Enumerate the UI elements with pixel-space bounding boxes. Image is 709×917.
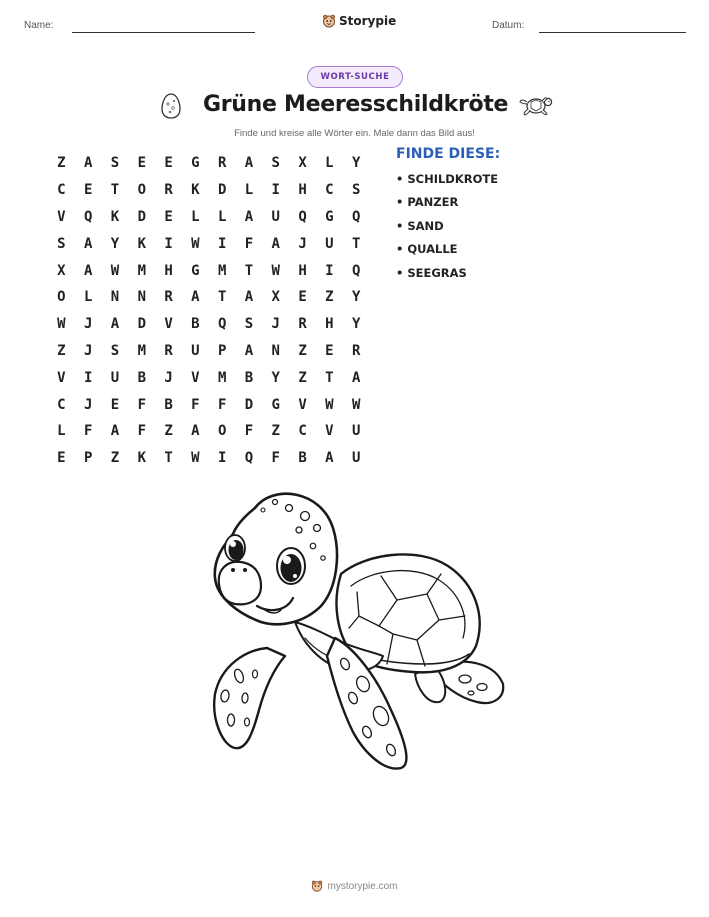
grid-cell[interactable]: E	[298, 289, 307, 306]
grid-cell[interactable]: H	[325, 316, 334, 333]
grid-cell[interactable]: A	[271, 235, 280, 252]
grid-cell[interactable]: B	[191, 316, 200, 333]
grid-cell[interactable]: T	[110, 182, 120, 199]
grid-cell[interactable]: S	[57, 235, 66, 252]
grid-cell[interactable]: M	[137, 342, 146, 359]
grid-cell[interactable]: E	[164, 208, 173, 225]
grid-cell[interactable]: U	[351, 450, 361, 467]
grid-cell[interactable]: I	[217, 450, 227, 467]
grid-cell[interactable]: M	[217, 369, 227, 386]
grid-cell[interactable]: E	[137, 155, 146, 172]
word-item: • QUALLE	[396, 242, 458, 257]
grid-row	[48, 177, 370, 204]
grid-cell[interactable]: Q	[244, 450, 254, 467]
grid-cell[interactable]: V	[57, 208, 66, 225]
grid-cell[interactable]: Z	[298, 369, 307, 386]
grid-cell[interactable]: A	[110, 423, 120, 440]
grid-cell[interactable]: E	[164, 155, 173, 172]
grid-cell[interactable]: I	[217, 235, 227, 252]
grid-cell[interactable]: M	[217, 262, 227, 279]
grid-cell[interactable]: U	[191, 342, 200, 359]
grid-row	[48, 391, 370, 418]
grid-cell[interactable]: J	[164, 369, 173, 386]
grid-cell[interactable]: D	[137, 316, 146, 333]
grid-cell[interactable]: T	[164, 450, 173, 467]
grid-cell[interactable]: W	[57, 316, 66, 333]
grid-cell[interactable]: R	[298, 316, 307, 333]
grid-cell[interactable]: Y	[351, 155, 361, 172]
grid-cell[interactable]: L	[83, 289, 93, 306]
grid-cell[interactable]: F	[244, 235, 254, 252]
grid-row	[48, 311, 370, 338]
grid-row	[48, 204, 370, 231]
grid-cell[interactable]: Q	[298, 208, 307, 225]
turtle-coloring-illustration[interactable]	[203, 488, 508, 773]
grid-row	[48, 418, 370, 445]
brand-logo	[322, 14, 396, 28]
grid-cell[interactable]: A	[83, 262, 93, 279]
grid-row	[48, 230, 370, 257]
grid-cell[interactable]: O	[217, 423, 227, 440]
grid-cell[interactable]: V	[191, 369, 200, 386]
grid-cell[interactable]: S	[110, 155, 120, 172]
grid-cell[interactable]: R	[164, 289, 173, 306]
grid-cell[interactable]: R	[164, 342, 173, 359]
word-item: • PANZER	[396, 195, 459, 210]
grid-row	[48, 338, 370, 365]
letter-grid[interactable]	[48, 150, 370, 472]
grid-cell[interactable]: A	[244, 342, 254, 359]
grid-row	[48, 445, 370, 472]
grid-cell[interactable]: T	[351, 235, 361, 252]
grid-cell[interactable]: U	[351, 423, 361, 440]
grid-cell[interactable]: X	[298, 155, 307, 172]
grid-row	[48, 150, 370, 177]
grid-cell[interactable]: V	[298, 396, 307, 413]
grid-cell[interactable]: J	[83, 396, 93, 413]
grid-cell[interactable]: G	[191, 155, 200, 172]
grid-cell[interactable]: D	[217, 182, 227, 199]
footer	[0, 880, 709, 892]
grid-cell[interactable]: K	[110, 208, 120, 225]
grid-cell[interactable]: X	[57, 262, 66, 279]
grid-cell[interactable]: I	[83, 369, 93, 386]
grid-cell[interactable]: L	[217, 208, 227, 225]
grid-row	[48, 257, 370, 284]
grid-cell[interactable]: X	[271, 289, 280, 306]
grid-cell[interactable]: O	[57, 289, 66, 306]
grid-cell[interactable]: G	[271, 396, 280, 413]
grid-cell[interactable]: E	[325, 342, 334, 359]
grid-cell[interactable]: W	[351, 396, 361, 413]
footer-url[interactable]: mystorypie.com	[327, 880, 398, 892]
word-item: • SAND	[396, 218, 444, 233]
grid-cell[interactable]: N	[271, 342, 280, 359]
grid-cell[interactable]: Y	[351, 316, 361, 333]
find-title: FINDE DIESE:	[396, 146, 501, 162]
grid-cell[interactable]: L	[244, 182, 254, 199]
grid-cell[interactable]: N	[137, 289, 146, 306]
grid-cell[interactable]: W	[191, 450, 200, 467]
grid-cell[interactable]: E	[83, 182, 93, 199]
grid-cell[interactable]: K	[137, 450, 146, 467]
grid-cell[interactable]: P	[83, 450, 93, 467]
grid-cell[interactable]: J	[298, 235, 307, 252]
grid-cell[interactable]: F	[191, 396, 200, 413]
grid-cell[interactable]: A	[244, 155, 254, 172]
grid-cell[interactable]: Q	[217, 316, 227, 333]
grid-cell[interactable]: B	[298, 450, 307, 467]
page-title: Grüne Meeresschildkröte	[203, 92, 509, 117]
grid-cell[interactable]: E	[110, 396, 120, 413]
grid-cell[interactable]: A	[244, 208, 254, 225]
grid-cell[interactable]: C	[57, 396, 66, 413]
grid-cell[interactable]: T	[325, 369, 334, 386]
grid-cell[interactable]: T	[217, 289, 227, 306]
grid-cell[interactable]: U	[271, 208, 280, 225]
grid-cell[interactable]: J	[83, 316, 93, 333]
grid-cell[interactable]: K	[137, 235, 146, 252]
grid-cell[interactable]: Q	[351, 208, 361, 225]
grid-cell[interactable]: W	[191, 235, 200, 252]
grid-cell[interactable]: I	[271, 182, 280, 199]
grid-cell[interactable]: W	[271, 262, 280, 279]
grid-cell[interactable]: A	[191, 423, 200, 440]
grid-cell[interactable]: F	[271, 450, 280, 467]
grid-cell[interactable]: R	[217, 155, 227, 172]
grid-cell[interactable]: Y	[110, 235, 120, 252]
date-line[interactable]	[539, 32, 686, 33]
grid-cell[interactable]: C	[298, 423, 307, 440]
grid-cell[interactable]: F	[137, 423, 146, 440]
grid-cell[interactable]: Z	[325, 289, 334, 306]
grid-cell[interactable]: F	[217, 396, 227, 413]
grid-cell[interactable]: F	[137, 396, 146, 413]
grid-cell[interactable]: C	[325, 182, 334, 199]
grid-cell[interactable]: D	[137, 208, 146, 225]
grid-cell[interactable]: S	[244, 316, 254, 333]
instructions: Finde und kreise alle Wörter ein. Male dann das Bild aus!	[234, 128, 475, 139]
grid-cell[interactable]: V	[164, 316, 173, 333]
grid-row	[48, 364, 370, 391]
grid-cell[interactable]: A	[351, 369, 361, 386]
grid-cell[interactable]: Z	[271, 423, 280, 440]
grid-row	[48, 284, 370, 311]
grid-cell[interactable]: S	[110, 342, 120, 359]
grid-cell[interactable]: Z	[298, 342, 307, 359]
egg-icon	[160, 92, 182, 120]
grid-cell[interactable]: V	[57, 369, 66, 386]
grid-cell[interactable]: A	[244, 289, 254, 306]
word-item: • SCHILDKROTE	[396, 172, 499, 186]
grid-cell[interactable]: F	[83, 423, 93, 440]
brand-name: Storypie	[339, 14, 397, 28]
word-item: • SEEGRAS	[396, 265, 467, 280]
grid-cell[interactable]: W	[110, 262, 120, 279]
grid-cell[interactable]: G	[191, 262, 200, 279]
grid-cell[interactable]: H	[164, 262, 173, 279]
grid-cell[interactable]: D	[244, 396, 254, 413]
grid-cell[interactable]: A	[83, 235, 93, 252]
grid-cell[interactable]: Q	[83, 208, 93, 225]
grid-cell[interactable]: B	[164, 396, 173, 413]
grid-cell[interactable]: A	[325, 450, 334, 467]
grid-cell[interactable]: L	[325, 155, 334, 172]
grid-cell[interactable]: T	[244, 262, 254, 279]
grid-cell[interactable]: H	[298, 262, 307, 279]
grid-cell[interactable]: A	[191, 289, 200, 306]
grid-cell[interactable]: B	[244, 369, 254, 386]
grid-cell[interactable]: Z	[164, 423, 173, 440]
grid-cell[interactable]: E	[57, 450, 66, 467]
grid-cell[interactable]: L	[191, 208, 200, 225]
wordsearch-badge: WORT-SUCHE	[307, 66, 403, 88]
grid-cell[interactable]: N	[110, 289, 120, 306]
name-line[interactable]	[72, 32, 255, 33]
grid-cell[interactable]: W	[325, 396, 334, 413]
grid-cell[interactable]: H	[298, 182, 307, 199]
grid-cell[interactable]: V	[325, 423, 334, 440]
grid-cell[interactable]: Z	[110, 450, 120, 467]
turtle-icon	[517, 93, 553, 119]
grid-cell[interactable]: I	[325, 262, 334, 279]
grid-cell[interactable]: Z	[57, 155, 66, 172]
grid-cell[interactable]: L	[57, 423, 66, 440]
grid-cell[interactable]: U	[325, 235, 334, 252]
grid-cell[interactable]: A	[83, 155, 93, 172]
storypie-mascot-icon	[311, 880, 323, 892]
grid-cell[interactable]: B	[137, 369, 146, 386]
grid-cell[interactable]: K	[191, 182, 200, 199]
name-label: Name:	[24, 20, 54, 31]
grid-cell[interactable]: J	[271, 316, 280, 333]
grid-cell[interactable]: R	[351, 342, 361, 359]
grid-cell[interactable]: U	[110, 369, 120, 386]
grid-cell[interactable]: A	[110, 316, 120, 333]
grid-cell[interactable]: R	[164, 182, 173, 199]
grid-cell[interactable]: O	[137, 182, 146, 199]
grid-cell[interactable]: S	[351, 182, 361, 199]
grid-cell[interactable]: S	[271, 155, 280, 172]
grid-cell[interactable]: F	[244, 423, 254, 440]
grid-cell[interactable]: I	[164, 235, 173, 252]
grid-cell[interactable]: J	[83, 342, 93, 359]
grid-cell[interactable]: Q	[351, 262, 361, 279]
grid-cell[interactable]: C	[57, 182, 66, 199]
grid-cell[interactable]: Z	[57, 342, 66, 359]
word-list	[396, 172, 498, 289]
date-label: Datum:	[492, 20, 525, 31]
storypie-mascot-icon	[322, 14, 336, 28]
grid-cell[interactable]: Y	[271, 369, 280, 386]
grid-cell[interactable]: M	[137, 262, 146, 279]
grid-cell[interactable]: Y	[351, 289, 361, 306]
grid-cell[interactable]: G	[325, 208, 334, 225]
grid-cell[interactable]: P	[217, 342, 227, 359]
